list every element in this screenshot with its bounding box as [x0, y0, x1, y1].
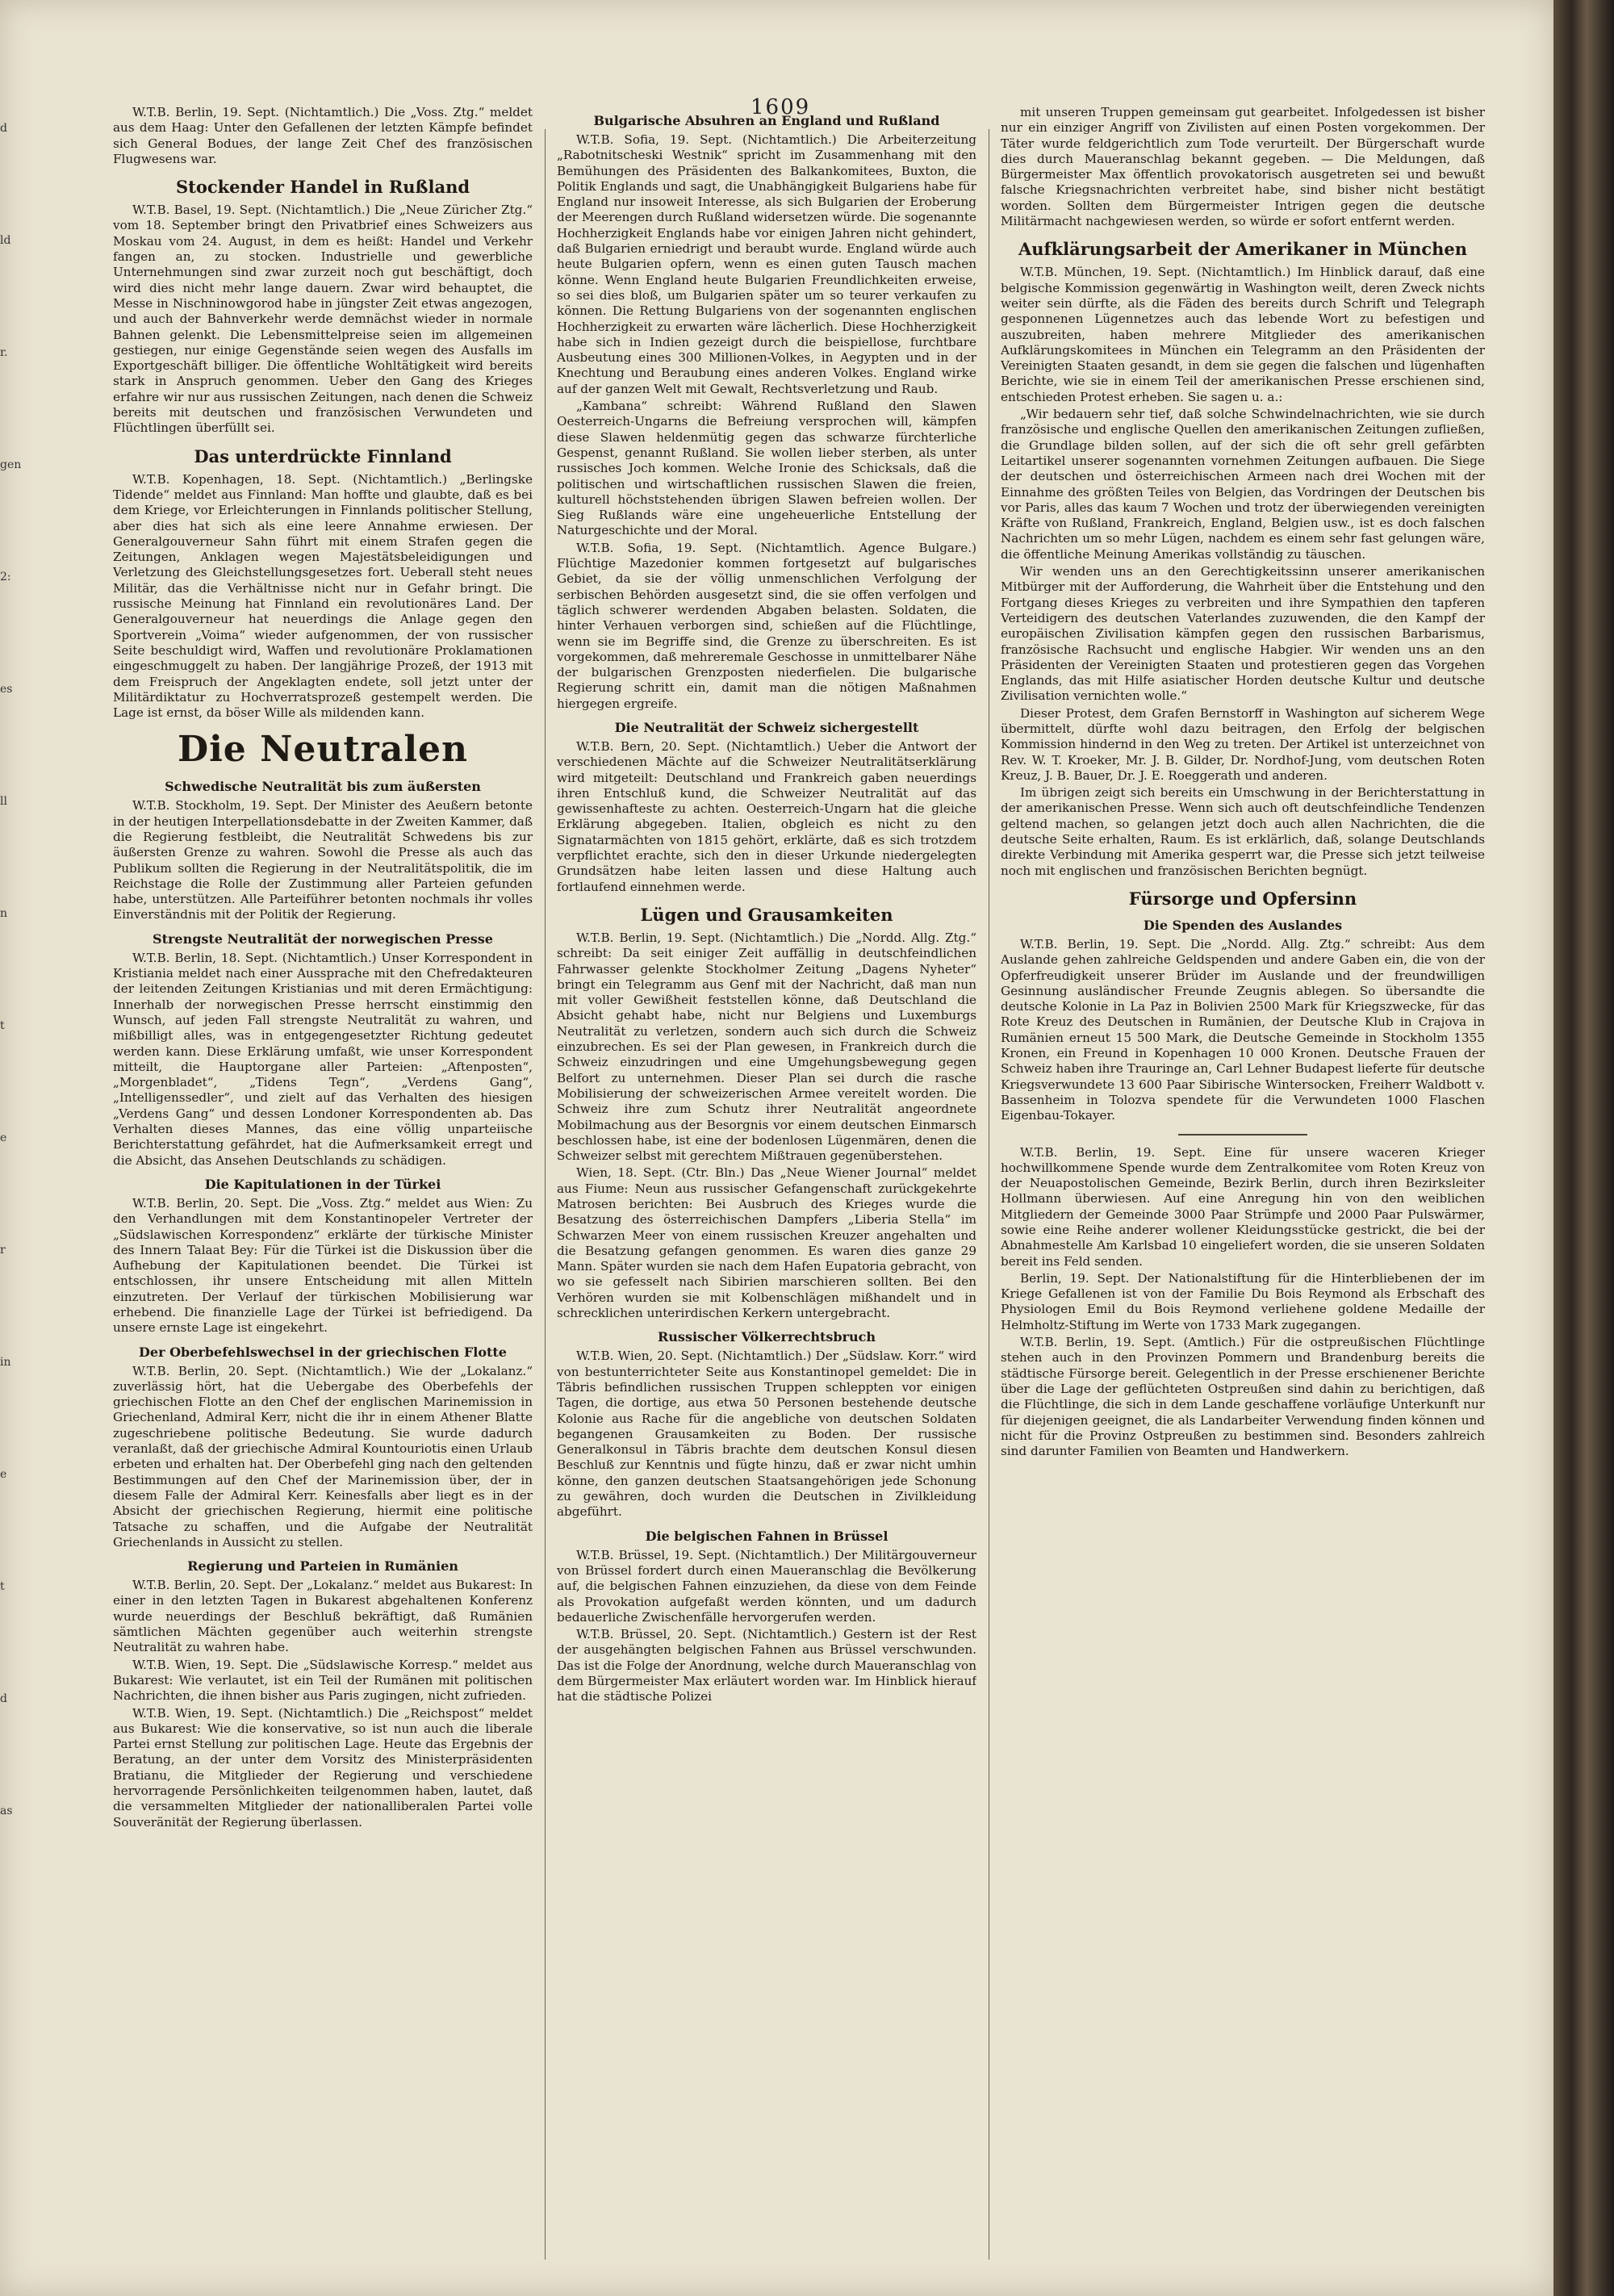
article-subheading: Die Neutralität der Schweiz sichergestellt: [614, 719, 919, 735]
article-paragraph: W.T.B. Wien, 19. Sept. (Nichtamtlich.) Die „Reichspost“ meldet aus Bukarest: Wie die konservative, so ist nun auch die liberale Partei ernst Stellung zur politischen Lage. Heute das Ergebnis der Beratung, an der unter dem Vorsitz des Ministerpräsidenten Bratianu, die Mitglieder der Regierung und verschiedene hervorragende Persönlichkeiten teilgenommen haben, lautet, daß die versammelten Mitglieder der nationalliberalen Partei volle Souveränität der Regierung überlassen.: [113, 1705, 533, 1830]
article-heading: Stockender Handel in Rußland: [175, 177, 470, 198]
article-subheading: Die Kapitulationen in der Türkei: [204, 1176, 441, 1192]
margin-fragment: r: [0, 1244, 6, 1257]
book-binding: [1553, 0, 1614, 2296]
margin-fragment: n: [0, 907, 8, 920]
article-paragraph: Im übrigen zeigt sich bereits ein Umschwung in der Berichterstattung in der amerikanischen Presse. Wenn sich auch oft deutschfeindliche Tendenzen geltend machen, so gelangen jetzt doch auch allen Nachrichten, die die deutsche Seite erhalten, Raum. Es ist erklärlich, daß, solange Deutschlands direkte Verbindung mit Amerika gesperrt war, die Presse sich jetzt teilweise noch mit englischen und französischen Berichten begnügt.: [1001, 785, 1485, 878]
article-paragraph: W.T.B. Kopenhagen, 18. Sept. (Nichtamtlich.) „Berlingske Tidende“ meldet aus Finnland: Man hoffte und glaubte, daß es bei dem Kriege, vor Erleichterungen in Finnlands politischer Stellung, aber dies hat sich als eine leere Annahme erwiesen. Der Generalgouverneur Sahn führt mit einem Strafen gegen die Zeitungen, Anklagen wegen Majestätsbeleidigungen und Verletzung des Gleichstellungsgesetzes fort. Ueberall steht neues Militär, das die Verhältnisse nicht nur in Gefahr bringt. Die russische Meinung hat Finnland ein revolutionäres Land. Der Generalgouverneur hat neuerdings die Anlage gegen den Sportverein „Voima“ wieder aufgenommen, der von russischer Seite beschuldigt wird, Waffen und revolutionäre Proklamationen eingeschmuggelt zu haben. Der langjährige Prozeß, der 1913 mit dem Freispruch der Angeklagten endete, soll jetzt unter der Militärdiktatur zu Hochverratsprozeß gestempelt werden. Die Lage ist ernst, da böser Wille als mildenden kann.: [113, 471, 533, 721]
article-paragraph: Wir wenden uns an den Gerechtigkeitssinn unserer amerikanischen Mitbürger mit der Aufforderung, die Wahrheit über die Entstehung und den Fortgang dieses Krieges zu verbreiten und ihre Sympathien den tapferen Verteidigern des deutschen Vaterlandes zuzuwenden, die den Kampf der europäischen Zivilisation kämpfen gegen den russischen Barbarismus, französische Rachsucht und englische Habgier. Wir wenden uns an den Präsidenten der Vereinigten Staaten und protestieren gegen das Vorgehen Englands, das mit Hilfe asiatischer Horden deutsche Kultur und deutsche Zivilisation vernichten wolle.“: [1001, 564, 1485, 704]
margin-fragment: as: [0, 1805, 13, 1817]
article-paragraph: W.T.B. Wien, 19. Sept. Die „Südslawische Korresp.“ meldet aus Bukarest: Wie verlautet, ist ein Teil der Rumänen mit politischen Nachrichten, die ihnen bisher aus Paris zugingen, nicht zufrieden.: [113, 1657, 533, 1704]
article-subheading: Die belgischen Fahnen in Brüssel: [645, 1528, 889, 1544]
article-subheading: Bulgarische Absuhren an England und Rußland: [593, 113, 940, 128]
article-heading: Das unterdrückte Finnland: [194, 445, 452, 466]
article-paragraph: W.T.B. Berlin, 19. Sept. (Nichtamtlich.) Die „Nordd. Allg. Ztg.“ schreibt: Da seit einiger Zeit auffällig in deutschfeindlichen Fahrwasser gelenkte Stockholmer Zeitung „Dagens Nyheter“ bringt ein Telegramm aus Genf mit der Nachricht, daß man nun mit voller Gewißheit feststellen könne, daß Deutschland die Absicht gehabt habe, nicht nur Belgiens und Luxemburgs Neutralität zu verletzen, sondern auch sich durch die Schweiz einzubrechen. Es sei der Plan gewesen, in Frankreich durch die Schweiz einzudringen und eine Umgehungsbewegung gegen Belfort zu unternehmen. Dieser Plan sei durch die rasche Mobilisierung der schweizerischen Armee vereitelt worden. Die Schweiz ihre zum Schutz ihrer Neutralität angeordnete Mobilmachung aus der Besorgnis vor einem deutschen Einmarsch beschlossen habe, ist eine der bodenlosen Lügenmären, denen die Schweizer selbst mit gerechtem Mißtrauen gegenüberstehen.: [557, 930, 976, 1164]
section-title: Die Neutralen: [177, 729, 469, 771]
article-paragraph: W.T.B. Sofia, 19. Sept. (Nichtamtlich.) Die Arbeiterzeitung „Rabotnitscheski Westnik“ spricht im Zusammenhang mit den Bemühungen des Präsidenten des Balkankomitees, Buxton, die Politik Englands und sagt, die Unabhängigkeit Bulgariens habe für England nur insoweit Interesse, als sich Bulgarien der Eroberung der Meerengen durch Rußland widersetzen würde. Die sogenannte Hochherzigkeit Englands habe vor einigen Jahren nicht gehindert, daß Bulgarien erniedrigt und beraubt wurde. England würde auch heute Bulgarien opfern, wenn es einen guten Tausch machen könne. Wenn England heute Bulgarien Freundlichkeiten erweise, so sei dies bloß, um Bulgarien später um so teurer verkaufen zu können. Die Rettung Bulgariens von der sogenannten englischen Hochherzigkeit zu erwarten wäre lächerlich. Diese Hochherzigkeit habe sich in Indien gezeigt durch die beispiellose, furchtbare Ausbeutung eines 300 Millionen-Volkes, in Aegypten und in der Knechtung und Beraubung eines anderen Volkes. England wirke auf der ganzen Welt mit Gewalt, Rechtsverletzung und Raub.: [557, 132, 976, 396]
left-margin-fragments: [0, 0, 56, 2296]
article-paragraph: Berlin, 19. Sept. Der Nationalstiftung für die Hinterbliebenen der im Kriege Gefallenen ist von der Familie Du Bois Reymond als Erbschaft des Physiologen Emil du Bois Reymond verliehene goldene Medaille der Helmholtz-Stiftung im Werte von 1733 Mark zugegangen.: [1001, 1270, 1485, 1332]
margin-fragment: gen: [0, 458, 22, 471]
article-paragraph: W.T.B. Berlin, 19. Sept. (Nichtamtlich.) Die „Voss. Ztg.“ meldet aus dem Haag: Unter den Gefallenen der letzten Kämpfe befindet sich General Bodues, der lange Zeit Chef des französischen Flugwesens war.: [113, 105, 533, 166]
article-subheading: Regierung und Parteien in Rumänien: [187, 1558, 458, 1575]
margin-fragment: t: [0, 1019, 5, 1032]
margin-fragment: r.: [0, 346, 8, 359]
margin-fragment: 2:: [0, 571, 11, 583]
column-2: [557, 105, 976, 2268]
margin-fragment: d: [0, 1692, 7, 1705]
article-paragraph: W.T.B. Sofia, 19. Sept. (Nichtamtlich. Agence Bulgare.) Flüchtige Mazedonier kommen fortgesetzt auf bulgarisches Gebiet, da sie der völlig unmenschlichen Verfolgung der serbischen Behörden ausgesetzt sind, die sie offen verfolgen und täglich schwerer werdenden Abgaben belasten. Soldaten, die hinter Verhauen verborgen sind, schießen auf die Flüchtlinge, wenn sie im Begriffe sind, die Grenze zu überschreiten. Es ist vorgekommen, daß mehreremale Geschosse in unmittelbarer Nähe der bulgarischen Grenzposten niederfielen. Die bulgarische Regierung schritt ein, damit man die nötigen Maßnahmen hiergegen ergreife.: [557, 540, 976, 711]
column-1: [113, 105, 533, 2268]
article-paragraph: W.T.B. Berlin, 20. Sept. Die „Voss. Ztg.“ meldet aus Wien: Zu den Verhandlungen mit dem Konstantinopeler Vertreter der „Südslawischen Korrespondenz“ erklärte der türkische Minister des Innern Talaat Bey: Für die Türkei ist die Diskussion über die Aufhebung der Kapitulationen beendet. Die Türkei ist entschlossen, ihr unsere Entscheidung mit allen Mitteln einzutreten. Der Verlauf der türkischen Mobilisierung war erhebend. Die finanzielle Lage der Türkei ist befriedigend. Da unsere ernste Lage ist eingekehrt.: [113, 1195, 533, 1336]
margin-fragment: d: [0, 122, 7, 135]
article-paragraph: W.T.B. Basel, 19. Sept. (Nichtamtlich.) Die „Neue Züricher Ztg.“ vom 18. September bringt den Privatbrief eines Schweizers aus Moskau vom 24. August, in dem es heißt: Handel und Verkehr fangen an, zu stocken. Industrielle und gewerbliche Unternehmungen sind zwar zurzeit noch gut beschäftigt, doch wird dies nicht mehr lange dauern. Zwar wird behauptet, die Messe in Nischninowgorod habe in jüngster Zeit etwas angezogen, und auch der Bahnverkehr werde demnächst wieder in normale Bahnen gelenkt. Die Lebensmittelpreise seien im allgemeinen gestiegen, nur einige Gegenstände seien wegen des Ausfalls im Exportgeschäft billiger. Die öffentliche Wohltätigkeit wird bereits stark in Anspruch genommen. Ueber den Gang des Krieges erfahre wir nur aus russischen Zeitungen, nach denen die Schweiz bereits mit deutschen und französischen Verwundeten und Flüchtlingen überfüllt sei.: [113, 203, 533, 436]
margin-fragment: in: [0, 1356, 11, 1369]
margin-fragment: t: [0, 1580, 5, 1593]
article-subheading: Schwedische Neutralität bis zum äußersten: [165, 779, 481, 795]
article-paragraph: „Kambana“ schreibt: Während Rußland den Slawen Oesterreich-Ungarns die Befreiung versprochen will, kämpfen diese Slawen heldenmütig gegen das schwarze fürchterliche Gespenst, genannt Rußland. Sie wollen lieber sterben, als unter russisches Joch kommen. Welche Ironie des Schicksals, daß die politischen und wirtschaftlichen russischen Slawen die freien, kulturell höchststehenden übrigen Slawen befreien wollen. Der Sieg Rußlands wäre eine ungeheuerliche Entstellung der Naturgeschichte und der Moral.: [557, 399, 976, 538]
margin-fragment: ll: [0, 795, 7, 808]
margin-fragment: ld: [0, 234, 11, 247]
article-heading: Aufklärungsarbeit der Amerikaner in München: [1018, 239, 1468, 260]
article-paragraph: W.T.B. München, 19. Sept. (Nichtamtlich.) Im Hinblick darauf, daß eine belgische Kommission gegenwärtig in Washington weilt, deren Zweck nichts weiter sein dürfte, als die Fäden des bereits durch Schrift und Telegraph gesponnenen Lügennetzes auch das lebende Wort zu befestigen und auszubreiten, haben mehrere Mitglieder des amerikanischen Aufklärungskomitees in München ein Telegramm an den Präsidenten der Vereinigten Staaten gesandt, in dem sie gegen die falschen und lügenhaften Berichte, wie sie in einem Teil der amerikanischen Presse erschienen sind, entschieden Protest erheben. Sie sagen u. a.:: [1001, 265, 1485, 404]
article-paragraph: „Wir bedauern sehr tief, daß solche Schwindelnachrichten, wie sie durch französische und englische Quellen den amerikanischen Zeitungen zufließen, die Grundlage bilden sollen, auf der sich die oft sehr grell gefärbten Leitartikel unserer sogenannten vornehmen Zeitungen aufbauen. Die Siege der deutschen und österreichischen Armeen nach drei Wochen mit der Einnahme des größten Teiles von Belgien, das Vordringen der Deutschen bis vor Paris, alles das kaum 7 Wochen und trotz der überwiegenden vereinigten Kräfte von Rußland, Frankreich, England, Belgien usw., ist es doch falschen Nachrichten um so mehr Lügen, nachdem es einem sehr fast gelungen wäre, die öffentliche Meinung Amerikas vollständig zu täuschen.: [1001, 407, 1485, 562]
article-paragraph: W.T.B. Berlin, 19. Sept. Die „Nordd. Allg. Ztg.“ schreibt: Aus dem Auslande gehen zahlreiche Geldspenden und andere Gaben ein, die von der Opferfreudigkeit unserer Brüder im Auslande und der freundwilligen Gesinnung ausländischer Freunde Zeugnis ablegen. So übersandte die deutsche Kolonie in La Paz in Bolivien 2500 Mark für Kriegszwecke, für das Rote Kreuz des Deutschen in Rumänien, der Deutsche Klub in Crajova in Rumänien erneut 15 500 Mark, die Deutsche Gemeinde in Stockholm 1355 Kronen, ein Freund in Kopenhagen 10 000 Kronen. Deutsche Frauen der Schweiz haben ihre Trauringe an, Carl Lehner Budapest lieferte für deutsche Kriegsverwundete 13 600 Paar Sibirische Wintersocken, Freiherr Waldbott v. Bassenheim in Tolozva spendete für die Verwundeten 1000 Flaschen Eigenbau-Tokayer.: [1001, 936, 1485, 1123]
article-paragraph: W.T.B. Berlin, 20. Sept. Der „Lokalanz.“ meldet aus Bukarest: In einer in den letzten Tagen in Bukarest abgehaltenen Konferenz wurde neuerdings der Beschluß bekräftigt, daß Rumänien sämtlichen Mächten gegenüber auch weiterhin strengste Neutralität zu wahren habe.: [113, 1578, 533, 1655]
article-paragraph: Dieser Protest, dem Grafen Bernstorff in Washington auf sicherem Wege übermittelt, dürfte wohl dazu beitragen, den Erfolg der belgischen Kommission hindernd in den Weg zu treten. Der Artikel ist unterzeichnet von Rev. W. T. Kroeker, Mr. J. B. Gilder, Dr. Nordhof-Jung, vom deutschen Roten Kreuz, J. B. Bauer, Dr. J. E. Roeggerath und anderen.: [1001, 705, 1485, 783]
margin-fragment: e: [0, 1131, 7, 1144]
margin-fragment: es: [0, 683, 13, 696]
article-paragraph: W.T.B. Berlin, 19. Sept. (Amtlich.) Für die ostpreußischen Flüchtlinge stehen auch in den Provinzen Pommern und Brandenburg bereits die städtische Fürsorge bereit. Gelegentlich in der Presse erschienener Berichte über die Lage der geflüchteten Ostpreußen sind dahin zu berichtigen, daß die Flüchtlinge, die sich in dem Lande geschaffene vorläufige Unterkunft nur für diejenigen geeignet, die als Landarbeiter Verwendung finden können und nicht für die Provinz Ostpreußen zu bestimmen sind. Besonders zahlreich sind darunter Familien von Beamten und Handwerkern.: [1001, 1335, 1485, 1459]
article-paragraph: W.T.B. Wien, 20. Sept. (Nichtamtlich.) Der „Südslaw. Korr.“ wird von bestunterrichteter Seite aus Konstantinopel gemeldet: Die in Täbris befindlichen russischen Truppen schleppten vor einigen Tagen, die dortige, aus etwa 50 Personen bestehende deutsche Kolonie aus Rache für die angebliche von deutschen Soldaten begangenen Grausamkeiten zu Boden. Der russische Generalkonsul in Täbris brachte dem deutschen Konsul diesen Beschluß zur Kenntnis und fügte hinzu, daß er zwar nicht umhin könne, den ganzen deutschen Staatsangehörigen jede Schonung zu gewähren, doch wurden die Deutschen in Zivilkleidung abgeführt.: [557, 1349, 976, 1520]
article-paragraph: W.T.B. Brüssel, 19. Sept. (Nichtamtlich.) Der Militärgouverneur von Brüssel fordert durch einen Maueranschlag die Bevölkerung auf, die belgischen Fahnen einzuziehen, da diese von dem Feinde als Provokation aufgefaßt werden könnten, und um dadurch bedauerliche Zwischenfälle hervorgerufen werden.: [557, 1547, 976, 1625]
article-heading: Lügen und Grausamkeiten: [640, 904, 893, 925]
article-heading: Fürsorge und Opfersinn: [1128, 888, 1357, 909]
article-paragraph: mit unseren Truppen gemeinsam gut gearbeitet. Infolgedessen ist bisher nur ein einziger Angriff von Zivilisten auf einen Posten vorgekommen. Der Täter wurde feldgerichtlich zum Tode verurteilt. Der Bürgerschaft wurde dies durch Maueranschlag bekannt gegeben. — Die Meldungen, daß Bürgermeister Max öffentlich provokatorisch ausgetreten sei und bewußt falsche Kriegsnachrichten verbreitet habe, sind bisher nicht bestätigt worden. Sollten dem Bürgermeister Intrigen gegen die deutsche Militärmacht nachgewiesen werden, so würde er sofort entfernt werden.: [1001, 105, 1485, 229]
section-divider: [1178, 1134, 1307, 1135]
article-paragraph: W.T.B. Brüssel, 20. Sept. (Nichtamtlich.) Gestern ist der Rest der ausgehängten belgischen Fahnen aus Brüssel verschwunden. Das ist die Folge der Anordnung, welche durch Maueranschlag von dem Bürgermeister Max erläutert worden war. Im Hinblick hierauf hat die städtische Polizei: [557, 1627, 976, 1704]
article-subheading: Russischer Völkerrechtsbruch: [658, 1329, 876, 1345]
article-subheading: Die Spenden des Auslandes: [1143, 917, 1343, 933]
article-paragraph: W.T.B. Bern, 20. Sept. (Nichtamtlich.) Ueber die Antwort der verschiedenen Mächte auf die Schweizer Neutralitätserklärung wird mitgeteilt: Deutschland und Frankreich gaben neuerdings ihren Entschluß kund, die Schweizer Neutralität auf das gewissenhafteste zu achten. Oesterreich-Ungarn hat die gleiche Erklärung abgegeben. Italien, obgleich es nicht zu den Signatarmächten von 1815 gehört, erklärte, daß es sich trotzdem verpflichtet erachte, sich den in dieser Urkunde niedergelegten Grundsätzen habe leiten lassen und diese Haltung auch fortlaufend einnehmen werde.: [557, 738, 976, 894]
column-rule: [545, 129, 546, 2260]
column-3: [1001, 105, 1485, 2268]
article-subheading: Strengste Neutralität der norwegischen Presse: [153, 931, 493, 947]
article-paragraph: Wien, 18. Sept. (Ctr. Bln.) Das „Neue Wiener Journal“ meldet aus Fiume: Neun aus russischer Gefangenschaft zurückgekehrte Matrosen berichten: Bei Ausbruch des Krieges wurde die Besatzung des österreichischen Dampfers „Liberia Stella“ im Schwarzen Meer von einem russischen Kreuzer angehalten und die Besatzung gefangen genommen. Es waren dies ganze 29 Mann. Später wurden sie nach dem Hafen Eupatoria gebracht, von wo sie gefesselt nach Sibirien marschieren sollten. Bei den Verhören wurden sie mit Kolbenschlägen mißhandelt und in schrecklichen unterirdischen Kerkern untergebracht.: [557, 1165, 976, 1321]
article-subheading: Der Oberbefehlswechsel in der griechischen Flotte: [139, 1344, 507, 1360]
article-paragraph: W.T.B. Berlin, 20. Sept. (Nichtamtlich.) Wie der „Lokalanz.“ zuverlässig hört, hat die Uebergabe des Oberbefehls der griechischen Flotte an den Chef der englischen Marinemission in Griechenland, Admiral Kerr, nicht die ihr in einem Athener Blatte zugeschriebene politische Bedeutung. Sie wurde dadurch veranlaßt, daß der griechische Admiral Kountouriotis einen Urlaub erbeten und erhalten hat. Der Oberbefehl ging nach den geltenden Bestimmungen auf den Chef der Marinemission über, der in diesem Falle der Admiral Kerr. Keinesfalls aber liegt es in der Absicht der griechischen Regierung, hiermit eine politische Tatsache zu schaffen, und die Aufgabe der Neutralität Griechenlands in Aussicht zu stellen.: [113, 1363, 533, 1549]
article-paragraph: W.T.B. Berlin, 18. Sept. (Nichtamtlich.) Unser Korrespondent in Kristiania meldet nach einer Aussprache mit den Chefredakteuren der leitenden Zeitungen Kristianias und mit deren Ermächtigung: Innerhalb der norwegischen Presse herrscht einstimmig den Wunsch, auf jeden Fall strengste Neutralität zu wahren, und mißbilligt alles, was in entgegengesetzter Richtung gedeutet werden kann. Diese Erklärung umfaßt, wie unser Korrespondent mitteilt, die Hauptorgane aller Parteien: „Aftenposten“, „Morgenbladet“, „Tidens Tegn“, „Verdens Gang“, „Intelligenssedler“, und zielt auf das Verhalten des hiesigen „Verdens Gang“ und dessen Londoner Korrespondenten ab. Das Verhalten dieses Mannes, das eine völlig unparteiische Berichterstattung gefährdet, hat die Aufmerksamkeit erregt und die Absicht, das Ansehen Deutschlands zu schädigen.: [113, 950, 533, 1168]
article-paragraph: W.T.B. Stockholm, 19. Sept. Der Minister des Aeußern betonte in der heutigen Interpellationsdebatte in der Zweiten Kammer, daß die Regierung festbleibt, die Neutralität Schwedens bis zur äußersten Grenze zu wahren. Sowohl die Presse als auch das Publikum sollten die Regierung in der Neutralitätspolitik, die im Reichstage die Rolle der Zustimmung aller Parteien gefunden habe, unterstützen. Alle Parteiführer betonten nochmals ihr volles Einverständnis mit der Politik der Regierung.: [113, 798, 533, 922]
margin-fragment: e: [0, 1468, 7, 1481]
page-number: 1609: [751, 95, 811, 119]
article-paragraph: W.T.B. Berlin, 19. Sept. Eine für unsere waceren Krieger hochwillkommene Spende wurde dem Zentralkomitee vom Roten Kreuz von der Neuapostolischen Gemeinde, Bezirk Berlin, durch ihren Bezirksleiter Hollmann überwiesen. Auf eine Anregung hin von den weiblichen Mitgliedern der Gemeinde 3000 Paar Strümpfe und 2000 Paar Pulswärmer, sowie eine Reihe anderer wollener Kleidungsstücke gestrickt, die bei der Abnahmestelle Am Karlsbad 10 eingeliefert worden, die sie unseren Soldaten bereit ins Feld senden.: [1001, 1144, 1485, 1269]
